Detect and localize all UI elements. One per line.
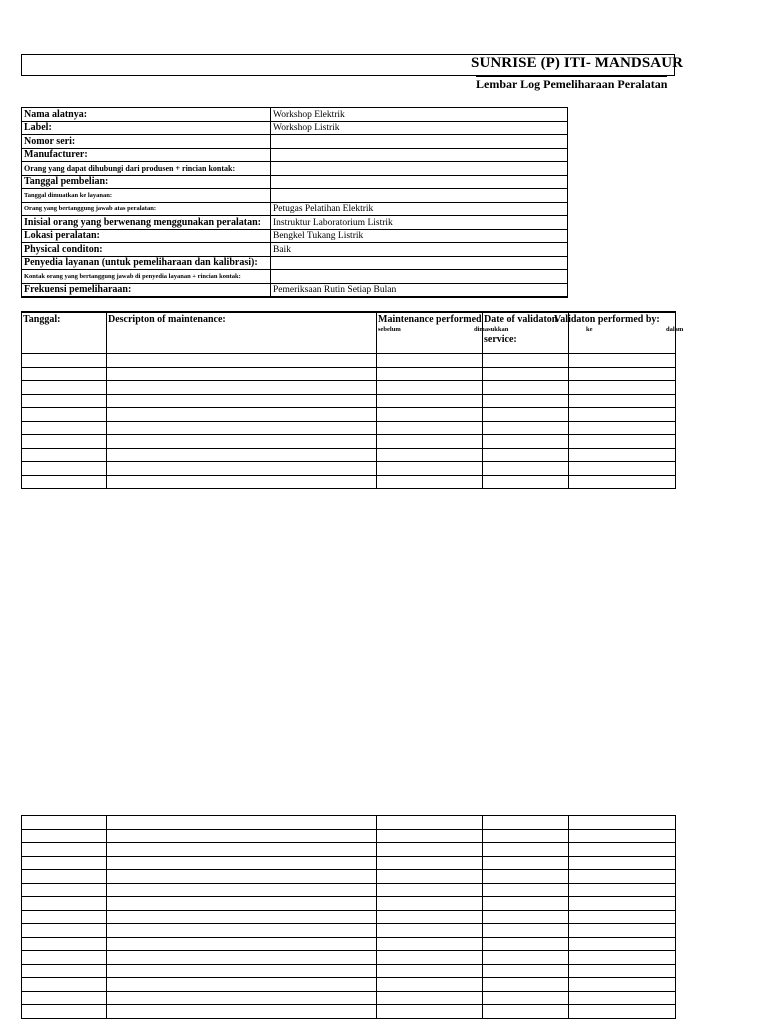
validation-date-cell[interactable] (483, 421, 569, 435)
performed-cell[interactable] (377, 381, 483, 395)
validated-by-cell[interactable] (569, 951, 676, 965)
validation-date-cell[interactable] (483, 843, 569, 857)
date-cell[interactable] (22, 924, 107, 938)
validation-date-cell[interactable] (483, 381, 569, 395)
validation-date-cell[interactable] (483, 408, 569, 422)
info-label: Orang yang dapat dihubungi dari produsen + rincian kontak: (22, 162, 271, 176)
log-row (22, 475, 676, 489)
info-label: Physical conditon: (22, 243, 271, 257)
log-row (22, 991, 676, 1005)
date-cell[interactable] (22, 394, 107, 408)
validated-by-cell[interactable] (569, 435, 676, 449)
validated-by-cell[interactable] (569, 367, 676, 381)
info-value[interactable]: Instruktur Laboratorium Listrik (271, 216, 568, 230)
description-cell[interactable] (107, 448, 377, 462)
validated-by-cell[interactable] (569, 883, 676, 897)
description-cell[interactable] (107, 816, 377, 830)
validation-date-cell[interactable] (483, 897, 569, 911)
info-row (22, 148, 568, 162)
info-label: Manufacturer: (22, 148, 271, 162)
organization-title: SUNRISE (P) ITI- MANDSAUR (471, 55, 684, 71)
description-cell[interactable] (107, 964, 377, 978)
date-cell[interactable] (22, 408, 107, 422)
validated-by-cell[interactable] (569, 897, 676, 911)
performed-cell[interactable] (377, 924, 483, 938)
description-cell[interactable] (107, 951, 377, 965)
validation-date-cell[interactable] (483, 354, 569, 368)
date-cell[interactable] (22, 883, 107, 897)
description-cell[interactable] (107, 843, 377, 857)
log-row (22, 910, 676, 924)
performed-cell[interactable] (377, 475, 483, 489)
validated-by-cell[interactable] (569, 910, 676, 924)
validation-date-cell[interactable] (483, 924, 569, 938)
performed-cell[interactable] (377, 991, 483, 1005)
validated-by-cell[interactable] (569, 816, 676, 830)
validated-by-cell[interactable] (569, 829, 676, 843)
log-row (22, 421, 676, 435)
date-cell[interactable] (22, 475, 107, 489)
header-sub-to: ke (586, 326, 593, 333)
performed-cell[interactable] (377, 816, 483, 830)
date-cell[interactable] (22, 462, 107, 476)
log-row (22, 924, 676, 938)
description-cell[interactable] (107, 883, 377, 897)
description-cell[interactable] (107, 856, 377, 870)
info-label: Label: (22, 121, 271, 135)
info-label: Lokasi peralatan: (22, 229, 271, 243)
validation-date-cell[interactable] (483, 1005, 569, 1019)
header-date: Tanggal: (22, 312, 107, 354)
validated-by-cell[interactable] (569, 964, 676, 978)
validation-date-cell[interactable] (483, 910, 569, 924)
date-cell[interactable] (22, 816, 107, 830)
date-cell[interactable] (22, 910, 107, 924)
validated-by-cell[interactable] (569, 408, 676, 422)
date-cell[interactable] (22, 897, 107, 911)
description-cell[interactable] (107, 475, 377, 489)
info-label: Tanggal dimuatkan ke layanan: (22, 189, 271, 203)
performed-cell[interactable] (377, 394, 483, 408)
header-sub-before: sebelum (378, 326, 401, 333)
sheet-title: Lembar Log Pemeliharaan Peralatan (476, 77, 668, 91)
info-row (22, 243, 568, 257)
log-row (22, 870, 676, 884)
performed-cell[interactable] (377, 462, 483, 476)
date-cell[interactable] (22, 1005, 107, 1019)
validated-by-cell[interactable] (569, 843, 676, 857)
date-cell[interactable] (22, 421, 107, 435)
date-cell[interactable] (22, 367, 107, 381)
date-cell[interactable] (22, 448, 107, 462)
validated-by-cell[interactable] (569, 856, 676, 870)
info-label: Penyedia layanan (untuk pemeliharaan dan kalibrasi): (22, 256, 271, 270)
date-cell[interactable] (22, 381, 107, 395)
validation-date-cell[interactable] (483, 462, 569, 476)
info-value[interactable] (271, 162, 568, 176)
info-value[interactable] (271, 175, 568, 189)
validation-date-cell[interactable] (483, 870, 569, 884)
performed-cell[interactable] (377, 937, 483, 951)
info-label: Nomor seri: (22, 135, 271, 149)
performed-cell[interactable] (377, 367, 483, 381)
log-row (22, 1005, 676, 1019)
validation-date-cell[interactable] (483, 475, 569, 489)
description-cell[interactable] (107, 937, 377, 951)
validated-by-cell[interactable] (569, 1005, 676, 1019)
performed-cell[interactable] (377, 856, 483, 870)
performed-cell[interactable] (377, 843, 483, 857)
validated-by-cell[interactable] (569, 394, 676, 408)
validation-date-cell[interactable] (483, 978, 569, 992)
info-value[interactable]: Workshop Elektrik (271, 108, 568, 122)
info-row (22, 229, 568, 243)
validated-by-cell[interactable] (569, 937, 676, 951)
log-row (22, 883, 676, 897)
info-label: Kontak orang yang bertanggung jawab di penyedia layanan + rincian kontak: (22, 270, 271, 284)
info-value[interactable]: Bengkel Tukang Listrik (271, 229, 568, 243)
header-validated-by: Validaton performed by: ke dalam (569, 312, 676, 354)
info-label: Orang yang bertanggung jawab atas peralatan: (22, 202, 271, 216)
info-value[interactable] (271, 148, 568, 162)
validated-by-cell[interactable] (569, 924, 676, 938)
info-row (22, 283, 568, 297)
log-header-row (22, 312, 676, 354)
description-cell[interactable] (107, 870, 377, 884)
log-row (22, 843, 676, 857)
info-value[interactable]: Pemeriksaan Rutin Setiap Bulan (271, 283, 568, 297)
validation-date-cell[interactable] (483, 991, 569, 1005)
performed-cell[interactable] (377, 408, 483, 422)
maintenance-log-table-continued (21, 815, 676, 1019)
info-row (22, 189, 568, 203)
validated-by-cell[interactable] (569, 421, 676, 435)
info-value[interactable]: Workshop Listrik (271, 121, 568, 135)
validation-date-cell[interactable] (483, 435, 569, 449)
log-row (22, 856, 676, 870)
validated-by-cell[interactable] (569, 462, 676, 476)
performed-cell[interactable] (377, 870, 483, 884)
header-sub-entered: dimasukkan (474, 326, 509, 333)
info-label: Frekuensi pemeliharaan: (22, 283, 271, 297)
info-row (22, 256, 568, 270)
description-cell[interactable] (107, 367, 377, 381)
validated-by-cell[interactable] (569, 381, 676, 395)
log-row (22, 829, 676, 843)
description-cell[interactable] (107, 421, 377, 435)
info-row (22, 175, 568, 189)
description-cell[interactable] (107, 435, 377, 449)
info-value[interactable] (271, 189, 568, 203)
validation-date-cell[interactable] (483, 883, 569, 897)
validation-date-cell[interactable] (483, 856, 569, 870)
description-cell[interactable] (107, 897, 377, 911)
header-description: Descripton of maintenance: (107, 312, 377, 354)
info-row (22, 121, 568, 135)
validation-date-cell[interactable] (483, 394, 569, 408)
description-cell[interactable] (107, 991, 377, 1005)
equipment-info-table (21, 107, 568, 298)
date-cell[interactable] (22, 870, 107, 884)
log-row (22, 367, 676, 381)
header-sub-in: dalam (666, 326, 684, 333)
performed-cell[interactable] (377, 435, 483, 449)
log-row (22, 964, 676, 978)
info-row (22, 162, 568, 176)
header-validation-date: Date of validaton service: (483, 312, 569, 354)
log-row (22, 462, 676, 476)
info-value[interactable] (271, 135, 568, 149)
description-cell[interactable] (107, 924, 377, 938)
validation-date-cell[interactable] (483, 951, 569, 965)
date-cell[interactable] (22, 964, 107, 978)
description-cell[interactable] (107, 394, 377, 408)
log-row (22, 435, 676, 449)
log-row (22, 978, 676, 992)
info-row (22, 135, 568, 149)
info-value[interactable] (271, 270, 568, 284)
date-cell[interactable] (22, 937, 107, 951)
description-cell[interactable] (107, 462, 377, 476)
info-row (22, 270, 568, 284)
log-row (22, 354, 676, 368)
description-cell[interactable] (107, 1005, 377, 1019)
validated-by-cell[interactable] (569, 991, 676, 1005)
log-row (22, 448, 676, 462)
log-row (22, 394, 676, 408)
performed-cell[interactable] (377, 897, 483, 911)
performed-cell[interactable] (377, 883, 483, 897)
info-label: Tanggal pembelian: (22, 175, 271, 189)
log-row (22, 816, 676, 830)
performed-cell[interactable] (377, 1005, 483, 1019)
date-cell[interactable] (22, 354, 107, 368)
performed-cell[interactable] (377, 951, 483, 965)
description-cell[interactable] (107, 978, 377, 992)
validation-date-cell[interactable] (483, 367, 569, 381)
date-cell[interactable] (22, 856, 107, 870)
info-row (22, 216, 568, 230)
log-row (22, 381, 676, 395)
validated-by-cell[interactable] (569, 448, 676, 462)
description-cell[interactable] (107, 829, 377, 843)
validation-date-cell[interactable] (483, 829, 569, 843)
validated-by-cell[interactable] (569, 475, 676, 489)
performed-cell[interactable] (377, 964, 483, 978)
info-row (22, 108, 568, 122)
validation-date-cell[interactable] (483, 937, 569, 951)
validated-by-cell[interactable] (569, 354, 676, 368)
header-maintenance-performed: Maintenance performed sebelum dimasukkan (377, 312, 483, 354)
validated-by-cell[interactable] (569, 870, 676, 884)
log-row (22, 937, 676, 951)
validation-date-cell[interactable] (483, 448, 569, 462)
description-cell[interactable] (107, 408, 377, 422)
description-cell[interactable] (107, 910, 377, 924)
performed-cell[interactable] (377, 910, 483, 924)
info-value[interactable]: Baik (271, 243, 568, 257)
maintenance-log-table (21, 311, 684, 489)
info-label: Nama alatnya: (22, 108, 271, 122)
date-cell[interactable] (22, 991, 107, 1005)
performed-cell[interactable] (377, 421, 483, 435)
validation-date-cell[interactable] (483, 964, 569, 978)
validated-by-cell[interactable] (569, 978, 676, 992)
log-row (22, 897, 676, 911)
log-row (22, 951, 676, 965)
log-row (22, 408, 676, 422)
date-cell[interactable] (22, 829, 107, 843)
performed-cell[interactable] (377, 829, 483, 843)
date-cell[interactable] (22, 978, 107, 992)
info-label: Inisial orang yang berwenang menggunakan peralatan: (22, 216, 271, 230)
performed-cell[interactable] (377, 448, 483, 462)
date-cell[interactable] (22, 435, 107, 449)
description-cell[interactable] (107, 381, 377, 395)
date-cell[interactable] (22, 951, 107, 965)
validation-date-cell[interactable] (483, 816, 569, 830)
info-value[interactable] (271, 256, 568, 270)
description-cell[interactable] (107, 354, 377, 368)
date-cell[interactable] (22, 843, 107, 857)
info-value[interactable]: Petugas Pelatihan Elektrik (271, 202, 568, 216)
performed-cell[interactable] (377, 354, 483, 368)
performed-cell[interactable] (377, 978, 483, 992)
header-service: service: (484, 334, 517, 345)
info-row (22, 202, 568, 216)
